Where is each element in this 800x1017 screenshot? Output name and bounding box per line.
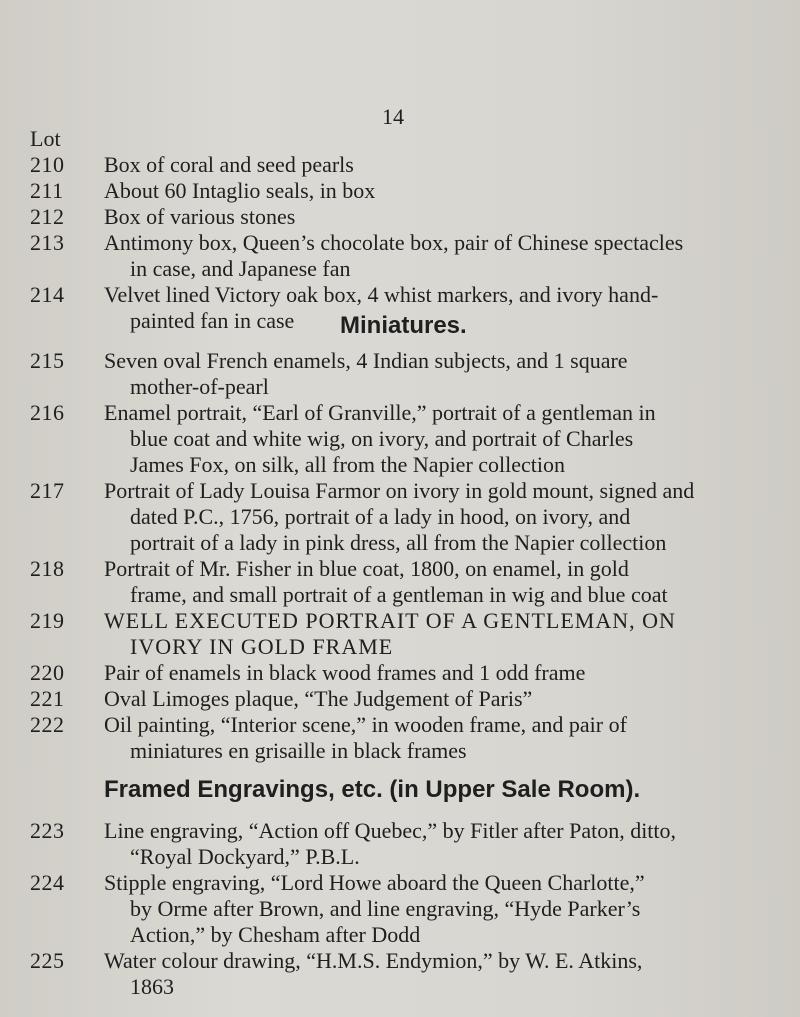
description-line: Line engraving, “Action off Quebec,” by Fitler after Paton, ditto,	[104, 818, 677, 843]
description-line: dated P.C., 1756, portrait of a lady in hood, on ivory, and	[130, 504, 631, 529]
lot-number: 223	[30, 818, 65, 843]
description-line: portrait of a lady in pink dress, all from the Napier collection	[130, 530, 667, 555]
description-line: frame, and small portrait of a gentleman in wig and blue coat	[130, 582, 668, 607]
lot-number: 224	[30, 870, 65, 895]
section-title-miniatures: Miniatures.	[340, 312, 467, 339]
description-line: Box of various stones	[104, 204, 296, 229]
lot-description	[104, 178, 794, 204]
lot-description	[104, 556, 794, 608]
description-line: Seven oval French enamels, 4 Indian subjects, and 1 square	[104, 348, 628, 373]
lot-number: 225	[30, 948, 65, 973]
lot-number: 210	[30, 152, 65, 177]
lot-description	[104, 818, 794, 870]
description-line: Portrait of Lady Louisa Farmor on ivory in gold mount, signed and	[104, 478, 695, 503]
lot-number: 216	[30, 400, 65, 425]
description-line: Water colour drawing, “H.M.S. Endymion,” by W. E. Atkins,	[104, 948, 643, 973]
description-line: “Royal Dockyard,” P.B.L.	[130, 844, 360, 869]
lot-number: 221	[30, 686, 65, 711]
lot-number: 212	[30, 204, 65, 229]
lot-description	[104, 152, 794, 178]
lot-number: 218	[30, 556, 65, 581]
description-line: James Fox, on silk, all from the Napier collection	[130, 452, 566, 477]
lot-number: 213	[30, 230, 65, 255]
description-line: Action,” by Chesham after Dodd	[130, 922, 421, 947]
description-line: Antimony box, Queen’s chocolate box, pair of Chinese spectacles	[104, 230, 684, 255]
page-number: 14	[382, 104, 404, 129]
description-line: in case, and Japanese fan	[130, 256, 351, 281]
lot-column-header: Lot	[30, 126, 61, 151]
description-line: Portrait of Mr. Fisher in blue coat, 1800, on enamel, in gold	[104, 556, 629, 581]
lot-number: 217	[30, 478, 65, 503]
lot-number: 219	[30, 608, 65, 633]
lot-number: 220	[30, 660, 65, 685]
lot-description	[104, 400, 794, 478]
description-line: Enamel portrait, “Earl of Granville,” portrait of a gentleman in	[104, 400, 656, 425]
description-line: Oval Limoges plaque, “The Judgement of Paris”	[104, 686, 533, 711]
lot-number: 211	[30, 178, 64, 203]
lot-description	[104, 660, 794, 686]
lot-description	[104, 230, 794, 282]
description-line: Stipple engraving, “Lord Howe aboard the Queen Charlotte,”	[104, 870, 645, 895]
description-line: 1863	[130, 974, 174, 999]
lot-description	[104, 478, 794, 556]
description-line: mother-of-pearl	[130, 374, 269, 399]
description-line: blue coat and white wig, on ivory, and portrait of Charles	[130, 426, 634, 451]
description-line: WELL EXECUTED PORTRAIT OF A GENTLEMAN, ON	[104, 608, 676, 633]
description-line: Box of coral and seed pearls	[104, 152, 354, 177]
lot-description	[104, 204, 794, 230]
description-line: IVORY IN GOLD FRAME	[130, 634, 394, 659]
lot-number: 214	[30, 282, 65, 307]
description-line: About 60 Intaglio seals, in box	[104, 178, 376, 203]
section-title-engravings: Framed Engravings, etc. (in Upper Sale Room).	[104, 776, 641, 803]
description-line: Oil painting, “Interior scene,” in wooden frame, and pair of	[104, 712, 627, 737]
lot-description	[104, 712, 794, 764]
description-line: by Orme after Brown, and line engraving, “Hyde Parker’s	[130, 896, 641, 921]
lot-number: 215	[30, 348, 65, 373]
description-line: miniatures en grisaille in black frames	[130, 738, 467, 763]
lot-description	[104, 948, 794, 1000]
description-line: painted fan in case	[130, 308, 295, 333]
lot-number: 222	[30, 712, 65, 737]
description-line: Velvet lined Victory oak box, 4 whist markers, and ivory hand-	[104, 282, 659, 307]
description-line: Pair of enamels in black wood frames and 1 odd frame	[104, 660, 586, 685]
lot-description	[104, 608, 794, 660]
lot-description	[104, 870, 794, 948]
lot-description	[104, 686, 794, 712]
lot-description	[104, 348, 794, 400]
